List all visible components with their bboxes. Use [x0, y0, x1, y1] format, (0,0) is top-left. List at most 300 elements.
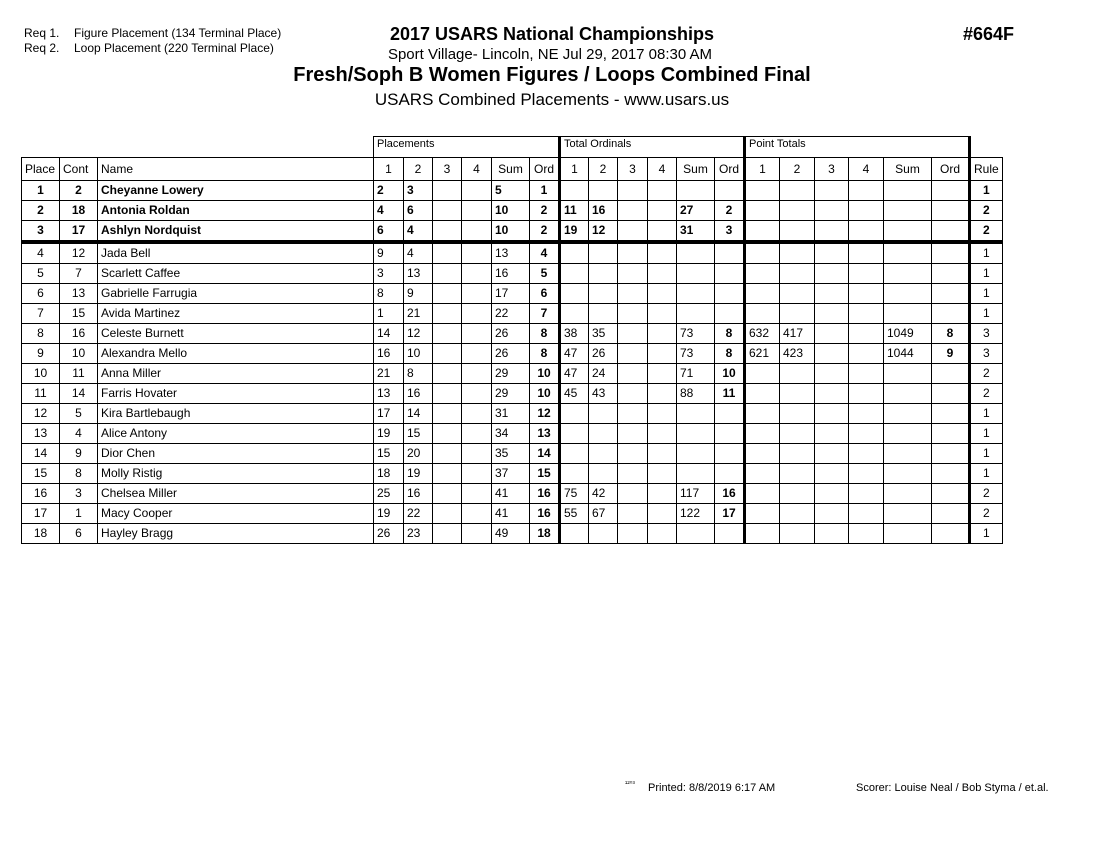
cell-pt-sum — [884, 221, 932, 243]
footer-mark: ¹²⁰³ — [625, 781, 635, 788]
cell-p2: 21 — [404, 304, 433, 324]
cell-p3 — [433, 242, 462, 264]
cell-pt3 — [815, 424, 849, 444]
column-header-to-ord: Ord — [715, 158, 745, 181]
cell-pt-ord — [932, 444, 970, 464]
printed-timestamp: Printed: 8/8/2019 6:17 AM — [648, 782, 776, 794]
cell-p1: 8 — [374, 284, 404, 304]
cell-p-sum: 5 — [492, 181, 530, 201]
cell-p2: 4 — [404, 221, 433, 243]
table-row — [22, 221, 1003, 243]
cell-name: Chelsea Miller — [98, 484, 374, 504]
cell-pt4 — [849, 364, 884, 384]
cell-pt-ord — [932, 304, 970, 324]
cell-cont: 5 — [60, 404, 98, 424]
event-code: #664F — [963, 24, 1015, 44]
cell-to2: 24 — [589, 364, 618, 384]
cell-p-sum: 37 — [492, 464, 530, 484]
cell-rule: 1 — [970, 404, 1003, 424]
cell-p-ord: 16 — [530, 504, 560, 524]
cell-to-sum: 71 — [677, 364, 715, 384]
cell-pt-ord — [932, 201, 970, 221]
cell-to2: 35 — [589, 324, 618, 344]
cell-pt4 — [849, 324, 884, 344]
cell-pt2: 423 — [780, 344, 815, 364]
table-row — [22, 384, 1003, 404]
cell-p4 — [462, 324, 492, 344]
column-header-rule: Rule — [970, 158, 1003, 181]
cell-p1: 6 — [374, 221, 404, 243]
cell-to2 — [589, 242, 618, 264]
cell-to4 — [648, 264, 677, 284]
cell-to4 — [648, 242, 677, 264]
cell-to1: 75 — [560, 484, 589, 504]
cell-cont: 7 — [60, 264, 98, 284]
cell-cont: 3 — [60, 484, 98, 504]
cell-rule: 2 — [970, 484, 1003, 504]
requirement-text: Loop Placement (220 Terminal Place) — [74, 41, 274, 55]
cell-p-sum: 29 — [492, 384, 530, 404]
cell-to1 — [560, 242, 589, 264]
cell-pt-sum — [884, 384, 932, 404]
cell-p3 — [433, 504, 462, 524]
cell-p2: 14 — [404, 404, 433, 424]
cell-to-sum: 27 — [677, 201, 715, 221]
cell-cont: 12 — [60, 242, 98, 264]
cell-p4 — [462, 264, 492, 284]
cell-pt2 — [780, 504, 815, 524]
cell-to-sum — [677, 181, 715, 201]
column-header-pt2: 2 — [780, 158, 815, 181]
cell-to3 — [618, 464, 648, 484]
cell-pt-sum — [884, 524, 932, 544]
cell-to-ord — [715, 424, 745, 444]
cell-pt2 — [780, 242, 815, 264]
cell-p1: 25 — [374, 484, 404, 504]
cell-rule: 2 — [970, 221, 1003, 243]
cell-pt-sum — [884, 424, 932, 444]
cell-p-ord: 2 — [530, 221, 560, 243]
location-date: Sport Village- Lincoln, NE Jul 29, 2017 08:30 AM — [387, 46, 713, 63]
cell-pt4 — [849, 284, 884, 304]
cell-pt2 — [780, 201, 815, 221]
cell-rule: 2 — [970, 364, 1003, 384]
cell-cont: 15 — [60, 304, 98, 324]
cell-to-sum — [677, 304, 715, 324]
cell-p4 — [462, 242, 492, 264]
cell-to1: 19 — [560, 221, 589, 243]
cell-pt-ord — [932, 404, 970, 424]
cell-pt2 — [780, 424, 815, 444]
cell-p2: 16 — [404, 484, 433, 504]
cell-pt3 — [815, 364, 849, 384]
cell-place: 11 — [22, 384, 60, 404]
requirement-text: Figure Placement (134 Terminal Place) — [74, 26, 282, 40]
cell-pt3 — [815, 264, 849, 284]
cell-rule: 3 — [970, 344, 1003, 364]
cell-cont: 18 — [60, 201, 98, 221]
cell-pt2: 417 — [780, 324, 815, 344]
cell-p-ord: 13 — [530, 424, 560, 444]
cell-pt4 — [849, 242, 884, 264]
cell-name: Avida Martinez — [98, 304, 374, 324]
cell-pt3 — [815, 504, 849, 524]
table-row — [22, 364, 1003, 384]
table-row — [22, 524, 1003, 544]
cell-to3 — [618, 344, 648, 364]
cell-p4 — [462, 344, 492, 364]
cell-pt-sum — [884, 181, 932, 201]
cell-to-sum: 117 — [677, 484, 715, 504]
cell-pt1 — [745, 221, 780, 243]
cell-pt-ord — [932, 181, 970, 201]
cell-p4 — [462, 464, 492, 484]
cell-cont: 4 — [60, 424, 98, 444]
cell-to1: 45 — [560, 384, 589, 404]
cell-to-ord: 8 — [715, 344, 745, 364]
cell-p1: 13 — [374, 384, 404, 404]
cell-to-sum — [677, 284, 715, 304]
cell-rule: 2 — [970, 201, 1003, 221]
cell-name: Cheyanne Lowery — [98, 181, 374, 201]
column-header-to4: 4 — [648, 158, 677, 181]
cell-to-sum — [677, 464, 715, 484]
cell-pt-ord — [932, 484, 970, 504]
cell-to3 — [618, 444, 648, 464]
table-row — [22, 242, 1003, 264]
cell-to3 — [618, 524, 648, 544]
cell-place: 13 — [22, 424, 60, 444]
cell-rule: 1 — [970, 444, 1003, 464]
cell-pt1 — [745, 242, 780, 264]
cell-to2 — [589, 284, 618, 304]
cell-name: Anna Miller — [98, 364, 374, 384]
cell-p-ord: 6 — [530, 284, 560, 304]
group-header-row — [22, 137, 1003, 158]
cell-p3 — [433, 524, 462, 544]
cell-p3 — [433, 464, 462, 484]
results-table — [21, 136, 1003, 544]
cell-to2 — [589, 524, 618, 544]
cell-pt3 — [815, 324, 849, 344]
cell-to4 — [648, 324, 677, 344]
cell-rule: 1 — [970, 264, 1003, 284]
cell-pt1 — [745, 364, 780, 384]
cell-pt1 — [745, 444, 780, 464]
column-header-to1: 1 — [560, 158, 589, 181]
cell-cont: 17 — [60, 221, 98, 243]
cell-p-ord: 7 — [530, 304, 560, 324]
column-header-row — [22, 158, 1003, 181]
cell-rule: 1 — [970, 304, 1003, 324]
cell-p-sum: 17 — [492, 284, 530, 304]
cell-pt-ord — [932, 384, 970, 404]
cell-p2: 12 — [404, 324, 433, 344]
cell-p1: 4 — [374, 201, 404, 221]
cell-place: 8 — [22, 324, 60, 344]
cell-p3 — [433, 324, 462, 344]
cell-name: Alexandra Mello — [98, 344, 374, 364]
cell-pt1 — [745, 284, 780, 304]
cell-pt-ord — [932, 284, 970, 304]
cell-pt-ord — [932, 364, 970, 384]
cell-to3 — [618, 424, 648, 444]
cell-p1: 15 — [374, 444, 404, 464]
cell-pt-ord — [932, 242, 970, 264]
cell-p-ord: 2 — [530, 201, 560, 221]
requirement-label: Req 2. — [24, 41, 60, 55]
cell-pt3 — [815, 201, 849, 221]
cell-pt-sum — [884, 504, 932, 524]
cell-p-sum: 10 — [492, 201, 530, 221]
cell-pt-sum: 1044 — [884, 344, 932, 364]
cell-p-sum: 13 — [492, 242, 530, 264]
cell-p2: 23 — [404, 524, 433, 544]
cell-rule: 1 — [970, 424, 1003, 444]
cell-p-sum: 26 — [492, 324, 530, 344]
cell-to-sum — [677, 524, 715, 544]
cell-p2: 8 — [404, 364, 433, 384]
cell-to-ord: 11 — [715, 384, 745, 404]
cell-place: 12 — [22, 404, 60, 424]
cell-to4 — [648, 464, 677, 484]
cell-pt4 — [849, 484, 884, 504]
cell-p-sum: 34 — [492, 424, 530, 444]
cell-pt4 — [849, 221, 884, 243]
cell-p-sum: 26 — [492, 344, 530, 364]
cell-p1: 9 — [374, 242, 404, 264]
cell-to2: 16 — [589, 201, 618, 221]
cell-pt-ord — [932, 424, 970, 444]
group-header-total-ordinals: Total Ordinals — [560, 137, 745, 158]
cell-to-ord — [715, 284, 745, 304]
cell-pt1 — [745, 484, 780, 504]
cell-place: 15 — [22, 464, 60, 484]
cell-to1 — [560, 444, 589, 464]
cell-to-ord — [715, 404, 745, 424]
cell-pt4 — [849, 304, 884, 324]
cell-pt1 — [745, 201, 780, 221]
cell-to3 — [618, 504, 648, 524]
cell-p4 — [462, 304, 492, 324]
cell-pt1: 621 — [745, 344, 780, 364]
cell-name: Dior Chen — [98, 444, 374, 464]
cell-pt3 — [815, 344, 849, 364]
cell-to3 — [618, 181, 648, 201]
cell-name: Ashlyn Nordquist — [98, 221, 374, 243]
cell-to3 — [618, 264, 648, 284]
cell-name: Macy Cooper — [98, 504, 374, 524]
cell-to-sum: 88 — [677, 384, 715, 404]
cell-place: 10 — [22, 364, 60, 384]
cell-to2: 12 — [589, 221, 618, 243]
cell-to4 — [648, 201, 677, 221]
cell-place: 18 — [22, 524, 60, 544]
cell-pt-ord — [932, 524, 970, 544]
cell-to2: 42 — [589, 484, 618, 504]
cell-p3 — [433, 424, 462, 444]
cell-p4 — [462, 364, 492, 384]
cell-cont: 1 — [60, 504, 98, 524]
cell-pt-sum — [884, 444, 932, 464]
cell-to1 — [560, 181, 589, 201]
cell-p4 — [462, 424, 492, 444]
cell-pt1 — [745, 524, 780, 544]
cell-p2: 6 — [404, 201, 433, 221]
cell-to4 — [648, 344, 677, 364]
cell-to1: 55 — [560, 504, 589, 524]
cell-name: Celeste Burnett — [98, 324, 374, 344]
cell-pt3 — [815, 284, 849, 304]
cell-to1 — [560, 464, 589, 484]
cell-pt1 — [745, 504, 780, 524]
cell-pt1: 632 — [745, 324, 780, 344]
cell-p4 — [462, 444, 492, 464]
cell-pt4 — [849, 424, 884, 444]
cell-p1: 2 — [374, 181, 404, 201]
cell-to-sum: 31 — [677, 221, 715, 243]
cell-pt-ord: 9 — [932, 344, 970, 364]
cell-pt2 — [780, 464, 815, 484]
cell-pt-sum — [884, 464, 932, 484]
column-header-pt4: 4 — [849, 158, 884, 181]
cell-to4 — [648, 384, 677, 404]
cell-p1: 17 — [374, 404, 404, 424]
cell-pt3 — [815, 304, 849, 324]
table-row — [22, 444, 1003, 464]
cell-cont: 13 — [60, 284, 98, 304]
cell-p-ord: 10 — [530, 384, 560, 404]
cell-pt3 — [815, 444, 849, 464]
cell-p1: 16 — [374, 344, 404, 364]
cell-cont: 9 — [60, 444, 98, 464]
column-header-pt3: 3 — [815, 158, 849, 181]
cell-pt4 — [849, 444, 884, 464]
cell-p3 — [433, 181, 462, 201]
cell-p3 — [433, 344, 462, 364]
cell-to3 — [618, 404, 648, 424]
table-row — [22, 484, 1003, 504]
cell-to-ord: 3 — [715, 221, 745, 243]
cell-to2 — [589, 264, 618, 284]
cell-p1: 19 — [374, 424, 404, 444]
cell-to2: 43 — [589, 384, 618, 404]
column-header-to2: 2 — [589, 158, 618, 181]
cell-pt4 — [849, 344, 884, 364]
cell-to-ord — [715, 444, 745, 464]
table-row — [22, 504, 1003, 524]
cell-pt3 — [815, 242, 849, 264]
cell-to3 — [618, 364, 648, 384]
cell-p3 — [433, 364, 462, 384]
cell-pt1 — [745, 304, 780, 324]
cell-p-ord: 10 — [530, 364, 560, 384]
cell-to1 — [560, 264, 589, 284]
cell-p2: 10 — [404, 344, 433, 364]
cell-place: 14 — [22, 444, 60, 464]
cell-p2: 16 — [404, 384, 433, 404]
group-header-placements: Placements — [374, 137, 560, 158]
cell-pt-sum — [884, 304, 932, 324]
cell-pt3 — [815, 221, 849, 243]
cell-to2 — [589, 444, 618, 464]
cell-pt2 — [780, 384, 815, 404]
cell-p1: 19 — [374, 504, 404, 524]
column-header-p3: 3 — [433, 158, 462, 181]
cell-cont: 8 — [60, 464, 98, 484]
scorer-names: Scorer: Louise Neal / Bob Styma / et.al. — [856, 782, 1049, 794]
cell-place: 1 — [22, 181, 60, 201]
column-header-p2: 2 — [404, 158, 433, 181]
cell-p4 — [462, 504, 492, 524]
cell-to4 — [648, 484, 677, 504]
cell-to2: 67 — [589, 504, 618, 524]
cell-pt-ord — [932, 264, 970, 284]
cell-p-sum: 16 — [492, 264, 530, 284]
cell-place: 6 — [22, 284, 60, 304]
cell-p-sum: 22 — [492, 304, 530, 324]
cell-to2: 26 — [589, 344, 618, 364]
cell-pt-sum — [884, 284, 932, 304]
cell-to4 — [648, 221, 677, 243]
cell-to3 — [618, 324, 648, 344]
cell-pt3 — [815, 484, 849, 504]
cell-to-sum: 73 — [677, 324, 715, 344]
cell-pt-sum: 1049 — [884, 324, 932, 344]
cell-p3 — [433, 284, 462, 304]
cell-rule: 1 — [970, 464, 1003, 484]
cell-pt3 — [815, 464, 849, 484]
cell-cont: 16 — [60, 324, 98, 344]
source-line: USARS Combined Placements - www.usars.us — [374, 90, 730, 109]
cell-p3 — [433, 221, 462, 243]
cell-pt4 — [849, 464, 884, 484]
cell-p2: 3 — [404, 181, 433, 201]
cell-pt1 — [745, 181, 780, 201]
column-header-pt-sum: Sum — [884, 158, 932, 181]
cell-to1 — [560, 524, 589, 544]
cell-place: 2 — [22, 201, 60, 221]
cell-p1: 21 — [374, 364, 404, 384]
cell-p1: 3 — [374, 264, 404, 284]
cell-place: 4 — [22, 242, 60, 264]
cell-p2: 19 — [404, 464, 433, 484]
cell-pt-sum — [884, 364, 932, 384]
cell-to-sum — [677, 424, 715, 444]
cell-to1 — [560, 424, 589, 444]
cell-pt-sum — [884, 264, 932, 284]
cell-rule: 1 — [970, 284, 1003, 304]
column-header-p1: 1 — [374, 158, 404, 181]
cell-p4 — [462, 201, 492, 221]
table-row — [22, 464, 1003, 484]
cell-to1: 11 — [560, 201, 589, 221]
cell-p2: 9 — [404, 284, 433, 304]
cell-name: Farris Hovater — [98, 384, 374, 404]
cell-p-sum: 49 — [492, 524, 530, 544]
cell-to4 — [648, 304, 677, 324]
cell-p-sum: 29 — [492, 364, 530, 384]
cell-to1 — [560, 284, 589, 304]
cell-to3 — [618, 484, 648, 504]
table-row — [22, 324, 1003, 344]
column-header-to3: 3 — [618, 158, 648, 181]
cell-p-ord: 5 — [530, 264, 560, 284]
cell-cont: 6 — [60, 524, 98, 544]
cell-p2: 22 — [404, 504, 433, 524]
cell-to4 — [648, 504, 677, 524]
table-row — [22, 344, 1003, 364]
